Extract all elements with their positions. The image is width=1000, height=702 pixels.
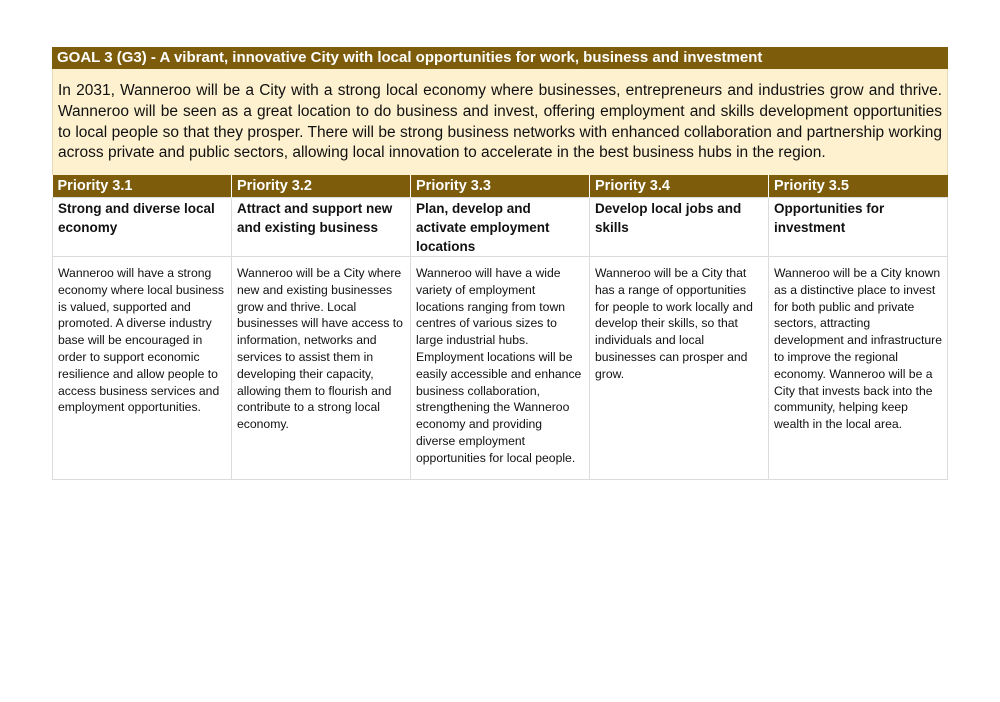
priority-title: Opportunities for investment (769, 198, 948, 257)
priority-description: Wanneroo will have a wide variety of employment locations ranging from town centres of various sizes to large industrial hubs. Employment locations will be easily accessible and enhance business collaboration, strengthening the Wanneroo economy and providing diverse employment opportunities for local people. (411, 257, 590, 480)
priority-number-row (53, 175, 948, 198)
priority-number: Priority 3.3 (411, 175, 590, 198)
priority-title: Strong and diverse local economy (53, 198, 232, 257)
priority-number: Priority 3.1 (53, 175, 232, 198)
priority-title: Plan, develop and activate employment locations (411, 198, 590, 257)
priority-number: Priority 3.2 (232, 175, 411, 198)
priority-title-row (53, 198, 948, 257)
priority-description: Wanneroo will be a City that has a range of opportunities for people to work locally and develop their skills, so that individuals and local businesses can prosper and grow. (590, 257, 769, 480)
priority-number: Priority 3.4 (590, 175, 769, 198)
priority-number: Priority 3.5 (769, 175, 948, 198)
goal-description: In 2031, Wanneroo will be a City with a strong local economy where businesses, entrepreneurs and industries grow and thrive. Wanneroo will be seen as a great location to do business and invest, offering employment and skills development opportunities to local people so that they prosper. There will be strong business networks with enhanced collaboration and partnership working across private and public sectors, allowing local innovation to accelerate in the best business hubs in the region. (52, 69, 948, 175)
priorities-table (52, 175, 948, 480)
priority-title: Develop local jobs and skills (590, 198, 769, 257)
priority-description: Wanneroo will be a City known as a distinctive place to invest for both public and private sectors, attracting development and infrastructure to improve the regional economy. Wanneroo will be a City that invests back into the community, helping keep wealth in the local area. (769, 257, 948, 480)
priority-description: Wanneroo will be a City where new and existing businesses grow and thrive. Local businesses will have access to information, networks and services to assist them in developing their capacity, allowing them to flourish and contribute to a strong local economy. (232, 257, 411, 480)
priority-body-row (53, 257, 948, 480)
goal-section (52, 47, 948, 480)
priority-description: Wanneroo will have a strong economy where local business is valued, supported and promoted. A diverse industry base will be encouraged in order to support economic resilience and allow people to access business services and employment opportunities. (53, 257, 232, 480)
goal-title: GOAL 3 (G3) - A vibrant, innovative City with local opportunities for work, business and investment (52, 47, 948, 69)
priority-title: Attract and support new and existing business (232, 198, 411, 257)
